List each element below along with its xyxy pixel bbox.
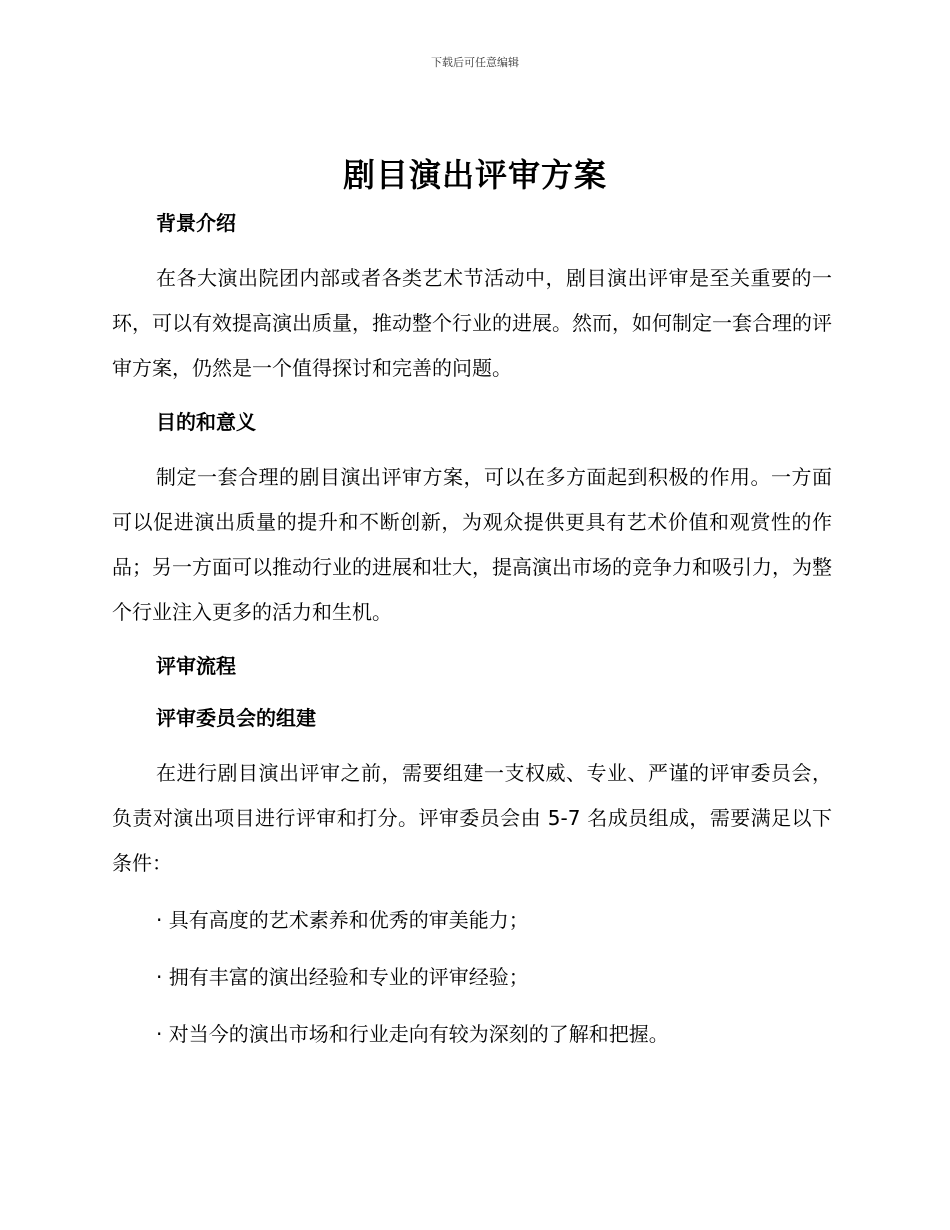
document-title: 剧目演出评审方案: [342, 156, 607, 194]
document-body: [112, 204, 832, 1069]
list-item: · 对当今的演出市场和行业走向有较为深刻的了解和把握。: [156, 1022, 669, 1046]
list-item: · 拥有丰富的演出经验和专业的评审经验；: [156, 965, 529, 989]
header-note: 下载后可任意编辑: [431, 56, 519, 69]
paragraph-background: 在各大演出院团内部或者各类艺术节活动中，剧目演出评审是至关重要的一环，可以有效提高演出质量，推动整个行业的进展。然而，如何制定一套合理的评审方案，仍然是一个值得探讨和完善的问题。: [112, 266, 832, 380]
list-item: · 具有高度的艺术素养和优秀的审美能力；: [156, 908, 529, 932]
section-heading-committee: 评审委员会的组建: [156, 706, 316, 730]
section-heading-process: 评审流程: [156, 654, 236, 678]
section-heading-purpose: 目的和意义: [156, 410, 256, 434]
paragraph-committee: 在进行剧目演出评审之前，需要组建一支权威、专业、严谨的评审委员会，负责对演出项目进行评审和打分。评审委员会由 5-7 名成员组成，需要满足以下条件：: [112, 761, 832, 875]
section-heading-background: 背景介绍: [156, 211, 236, 235]
paragraph-purpose: 制定一套合理的剧目演出评审方案，可以在多方面起到积极的作用。一方面可以促进演出质量的提升和不断创新，为观众提供更具有艺术价值和观赏性的作品；另一方面可以推动行业的进展和壮大，提高演出市场的竞争力和吸引力，为整个行业注入更多的活力和生机。: [112, 465, 832, 624]
